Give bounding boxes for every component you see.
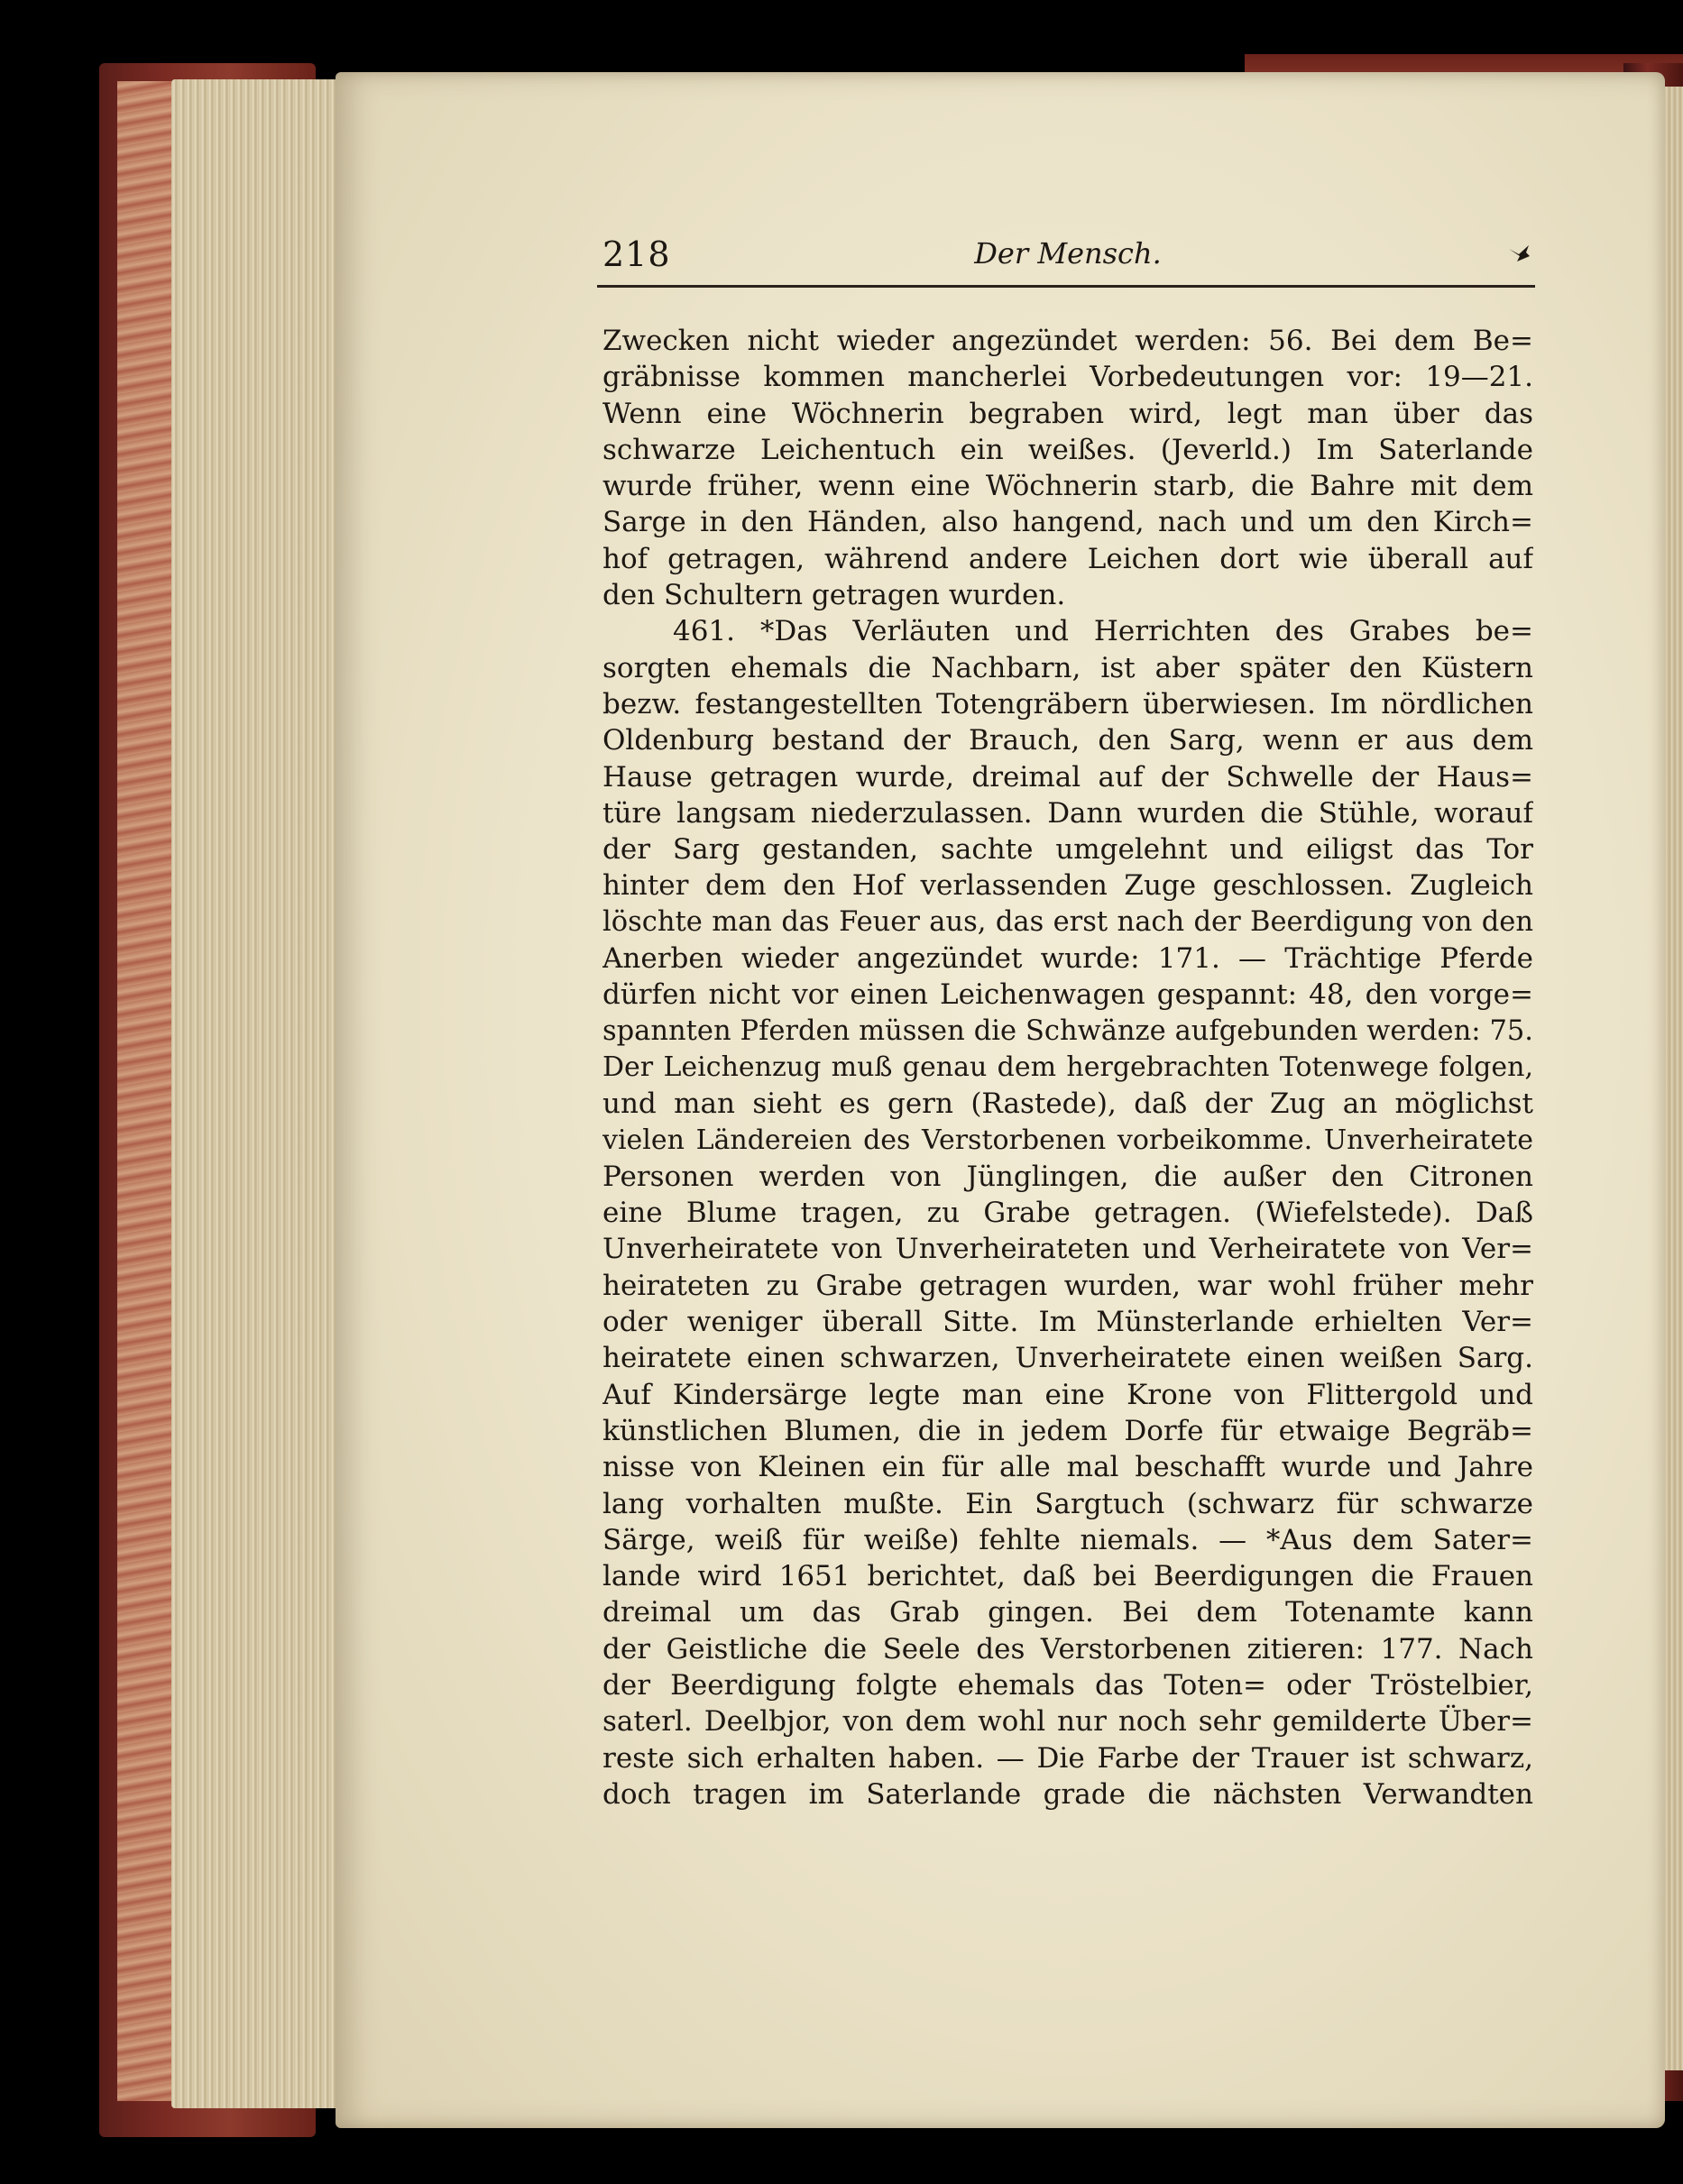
text-line: lang vorhalten mußte. Ein Sargtuch (schwarz für schwarze [602,1487,1533,1520]
text-line: dreimal um das Grab gingen. Bei dem Totenamte kann [602,1596,1533,1629]
text-line: Auf Kindersärge legte man eine Krone von Flittergold und [602,1378,1533,1411]
text-line: Anerben wieder angezündet wurde: 171. — Trächtige Pferde [602,942,1533,976]
text-line: heiratete einen schwarzen, Unverheiratete einen weißen Sarg. [602,1342,1533,1375]
text-line: heirateten zu Grabe getragen wurden, war wohl früher mehr [602,1269,1533,1302]
text-line: saterl. Deelbjor, von dem wohl nur noch sehr gemilderte Über= [602,1705,1533,1739]
text-line: wurde früher, wenn eine Wöchnerin starb, die Bahre mit dem [602,470,1533,503]
text-line: der Beerdigung folgte ehemals das Toten= oder Tröstelbier, [602,1668,1533,1702]
text-line: 461. *Das Verläuten und Herrichten des Grabes be= [673,615,1533,648]
text-line: und man sieht es gern (Rastede), daß der Zug an möglichst [602,1087,1533,1121]
text-line: Sarge in den Händen, also hangend, nach und um den Kirch= [602,506,1533,539]
text-line: Oldenburg bestand der Brauch, den Sarg, wenn er aus dem [602,724,1533,757]
text-line: vielen Ländereien des Verstorbenen vorbeikomme. Unverheiratete [602,1124,1533,1156]
text-line: lande wird 1651 berichtet, daß bei Beerdigungen die Frauen [602,1560,1533,1593]
text-line: Der Leichenzug muß genau dem hergebrachten Totenwege folgen, [602,1051,1533,1083]
page-number: 218 [602,234,671,274]
text-line: Hause getragen wurde, dreimal auf der Schwelle der Haus= [602,760,1533,794]
text-line: Unverheiratete von Unverheirateten und Verheiratete von Ver= [602,1233,1533,1266]
text-line: der Geistliche die Seele des Verstorbenen zitieren: 177. Nach [602,1632,1533,1666]
text-line: nisse von Kleinen ein für alle mal beschafft wurde und Jahre [602,1451,1533,1484]
text-line: bezw. festangestellten Totengräbern überwiesen. Im nördlichen [602,687,1533,720]
text-line: gräbnisse kommen mancherlei Vorbedeutungen vor: 19—21. [602,361,1533,394]
running-title: Der Mensch. [974,236,1162,271]
text-line: Zwecken nicht wieder angezündet werden: 56. Bei dem Be= [602,325,1533,357]
text-line: doch tragen im Saterlande grade die nächsten Verwandten [602,1777,1533,1811]
page-header [602,231,1533,283]
body-text [602,323,1533,1812]
text-line: Personen werden von Jünglingen, die außer den Citronen [602,1160,1533,1193]
text-line: reste sich erhalten haben. — Die Farbe der Trauer ist schwarz, [602,1741,1533,1775]
text-line: hof getragen, während andere Leichen dort wie überall auf [602,542,1533,575]
text-line: löschte man das Feuer aus, das erst nach der Beerdigung von den [602,905,1533,938]
text-line: künstlichen Blumen, die in jedem Dorfe für etwaige Begräb= [602,1414,1533,1447]
text-line: sorgten ehemals die Nachbarn, ist aber später den Küstern [602,651,1533,684]
ornament-icon [1506,240,1531,265]
text-line: Wenn eine Wöchnerin begraben wird, legt man über das [602,397,1533,430]
text-line: schwarze Leichentuch ein weißes. (Jeverld.) Im Saterlande [602,433,1533,466]
text-line: oder weniger überall Sitte. Im Münsterlande erhielten Ver= [602,1306,1533,1339]
text-line: eine Blume tragen, zu Grabe getragen. (Wiefelstede). Daß [602,1197,1533,1230]
text-line: den Schultern getragen wurden. [602,579,1066,612]
text-line: Särge, weiß für weiße) fehlte niemals. — *Aus dem Sater= [602,1523,1533,1556]
text-line: der Sarg gestanden, sachte umgelehnt und eiligst das Tor [602,833,1533,867]
header-rule [597,285,1535,288]
text-line: hinter dem den Hof verlassenden Zuge geschlossen. Zugleich [602,869,1533,903]
text-line: spannten Pferden müssen die Schwänze aufgebunden werden: 75. [602,1014,1533,1047]
text-line: türe langsam niederzulassen. Dann wurden die Stühle, worauf [602,796,1533,830]
text-line: dürfen nicht vor einen Leichenwagen gespannt: 48, den vorge= [602,978,1533,1012]
page-stack-left [171,79,343,2108]
